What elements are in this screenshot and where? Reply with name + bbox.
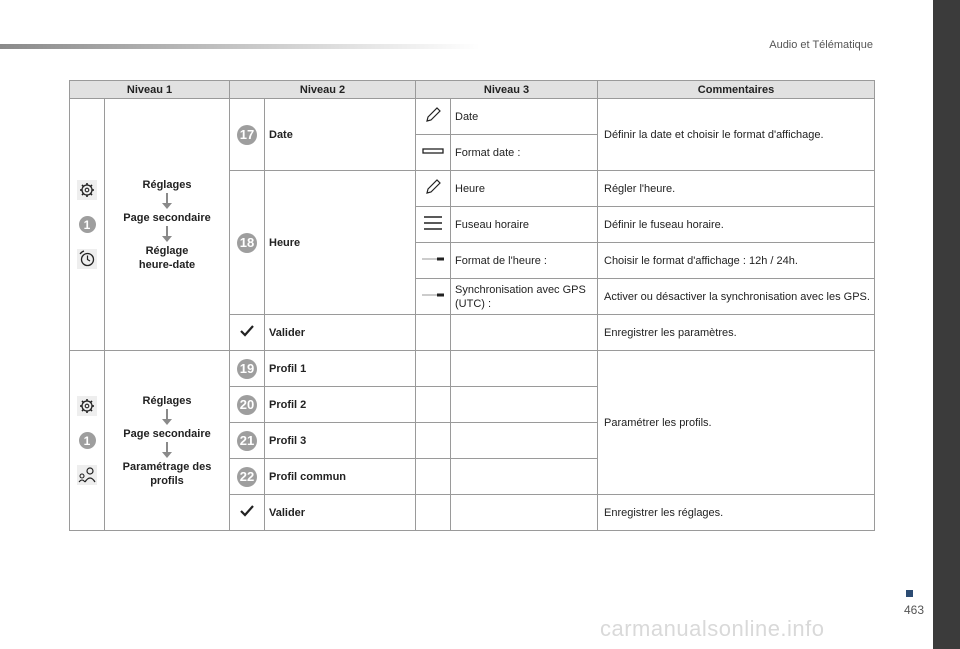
check-icon <box>240 324 254 338</box>
step-badge-19: 19 <box>237 359 257 379</box>
profil-commun-label: Profil commun <box>265 459 416 495</box>
icon-cell <box>416 171 451 207</box>
settings-table <box>69 80 875 531</box>
arrow-down-icon <box>161 193 173 210</box>
gear-icon <box>77 180 97 200</box>
empty-cell <box>416 351 451 387</box>
badge-19-cell <box>230 351 265 387</box>
valider-label: Valider <box>265 495 416 531</box>
step-badge-17: 17 <box>237 125 257 145</box>
header-gradient-bar <box>0 44 480 49</box>
clock-settings-icon <box>77 249 97 269</box>
side-strip <box>933 0 960 649</box>
date-item: Date <box>451 99 598 135</box>
heure-comment: Régler l'heure. <box>598 171 875 207</box>
empty-cell <box>416 315 451 351</box>
toggle-line-icon <box>421 250 445 268</box>
badge-20-cell <box>230 387 265 423</box>
page-number: 463 <box>903 603 924 617</box>
page-marker <box>906 590 913 597</box>
step-badge-20: 20 <box>237 395 257 415</box>
profil-1-label: Profil 1 <box>265 351 416 387</box>
sync-gps-comment: Activer ou désactiver la synchronisation avec les GPS. <box>598 279 875 315</box>
profiles-icon <box>77 465 97 485</box>
badge-17-cell <box>230 99 265 171</box>
valider-label: Valider <box>265 315 416 351</box>
group2-nav <box>105 351 230 531</box>
format-heure-comment: Choisir le format d'affichage : 12h / 24h. <box>598 243 875 279</box>
step-badge-22: 22 <box>237 467 257 487</box>
badge-21-cell <box>230 423 265 459</box>
table-header-row <box>70 81 875 99</box>
icon-cell <box>416 99 451 135</box>
empty-cell <box>416 387 451 423</box>
arrow-down-icon <box>161 226 173 243</box>
empty-cell <box>451 495 598 531</box>
icon-cell <box>416 135 451 171</box>
header-commentaires: Commentaires <box>598 81 875 99</box>
arrow-down-icon <box>161 442 173 459</box>
nav-page-secondaire: Page secondaire <box>123 211 211 224</box>
nav-reglages: Réglages <box>142 394 192 407</box>
profil-2-label: Profil 2 <box>265 387 416 423</box>
heure-item: Heure <box>451 171 598 207</box>
group2-icons <box>70 351 105 531</box>
date-label: Date <box>265 99 416 171</box>
group1-nav <box>105 99 230 351</box>
icon-cell <box>230 495 265 531</box>
watermark-text: carmanualsonline.info <box>600 616 825 641</box>
nav-reglages: Réglages <box>142 178 192 191</box>
valider-comment: Enregistrer les réglages. <box>598 495 875 531</box>
icon-cell <box>416 243 451 279</box>
nav-reglage-heure-date: Réglage heure-date <box>138 244 196 271</box>
header-niveau-3: Niveau 3 <box>416 81 598 99</box>
empty-cell <box>451 459 598 495</box>
heure-label: Heure <box>265 171 416 315</box>
profiles-comment: Paramétrer les profils. <box>598 351 875 495</box>
badge-22-cell <box>230 459 265 495</box>
format-date-item: Format date : <box>451 135 598 171</box>
empty-cell <box>416 495 451 531</box>
valider-comment: Enregistrer les paramètres. <box>598 315 875 351</box>
empty-cell <box>416 423 451 459</box>
icon-cell <box>230 315 265 351</box>
table-row <box>70 351 875 387</box>
fuseau-item: Fuseau horaire <box>451 207 598 243</box>
check-icon <box>240 504 254 518</box>
profil-3-label: Profil 3 <box>265 423 416 459</box>
header-niveau-2: Niveau 2 <box>230 81 416 99</box>
format-heure-item: Format de l'heure : <box>451 243 598 279</box>
empty-cell <box>451 423 598 459</box>
date-comment: Définir la date et choisir le format d'affichage. <box>598 99 875 171</box>
nav-page-secondaire: Page secondaire <box>123 427 211 440</box>
group1-icons <box>70 99 105 351</box>
icon-cell <box>416 279 451 315</box>
step-badge-21: 21 <box>237 431 257 451</box>
step-badge-1: 1 <box>79 432 96 449</box>
fuseau-comment: Définir le fuseau horaire. <box>598 207 875 243</box>
step-badge-1: 1 <box>79 216 96 233</box>
empty-cell <box>451 351 598 387</box>
empty-cell <box>451 315 598 351</box>
table-row <box>70 99 875 135</box>
sync-gps-item: Synchronisation avec GPS (UTC) : <box>451 279 598 315</box>
empty-cell <box>416 459 451 495</box>
gear-icon <box>77 396 97 416</box>
nav-parametrage-profils: Paramétrage des profils <box>122 460 212 487</box>
empty-cell <box>451 387 598 423</box>
header-niveau-1: Niveau 1 <box>70 81 230 99</box>
arrow-down-icon <box>161 409 173 426</box>
pencil-icon <box>424 106 442 124</box>
page-header-title: Audio et Télématique <box>769 39 873 51</box>
icon-cell <box>416 207 451 243</box>
step-badge-18: 18 <box>237 233 257 253</box>
badge-18-cell <box>230 171 265 315</box>
toggle-line-icon <box>421 286 445 304</box>
format-bar-icon <box>422 142 444 160</box>
list-icon <box>423 214 443 232</box>
pencil-icon <box>424 178 442 196</box>
